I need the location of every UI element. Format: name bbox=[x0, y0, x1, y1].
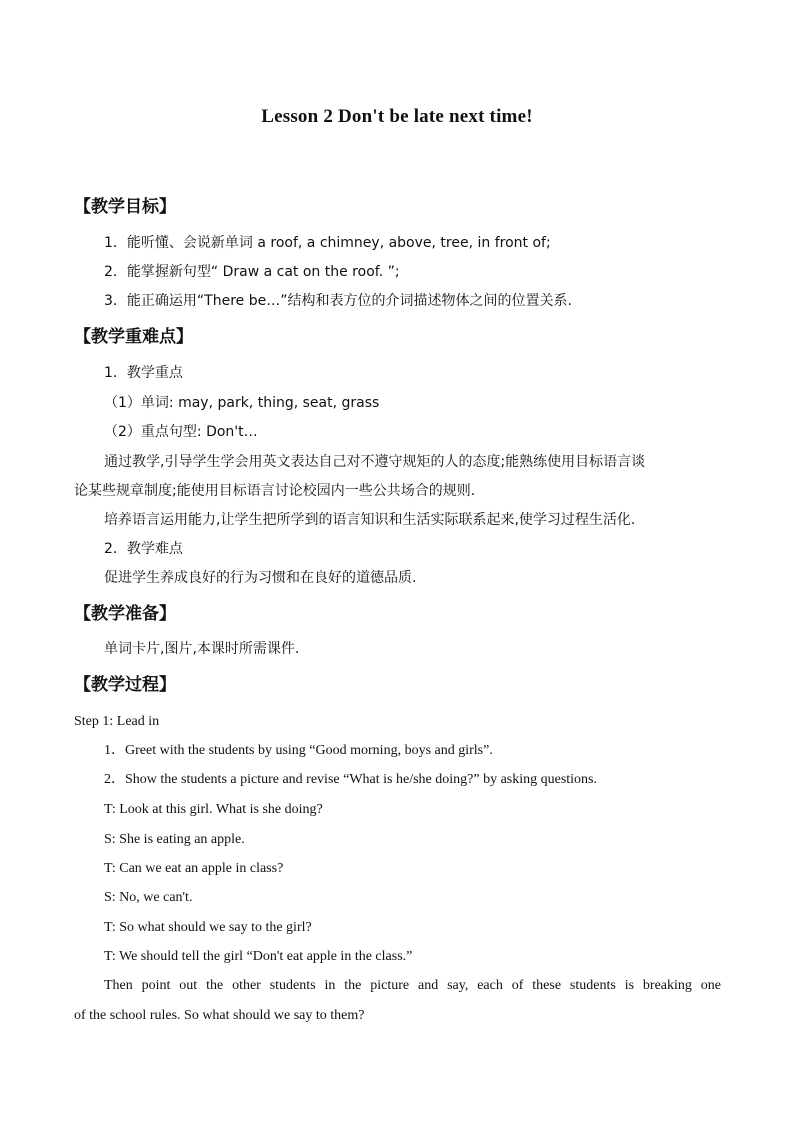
dialogue-line-6: T: We should tell the girl “Don't eat apple in the class.” bbox=[104, 949, 413, 964]
focus-words: （1）单词: may, park, thing, seat, grass bbox=[104, 395, 380, 411]
closing-line-2: of the school rules. So what should we say to them? bbox=[74, 1008, 365, 1023]
objective-item-2: 2．能掌握新句型“ Draw a cat on the roof. ”; bbox=[104, 264, 400, 280]
difficulty-text: 促进学生养成良好的行为习惯和在良好的道德品质. bbox=[104, 570, 417, 586]
focus-paragraph-2: 培养语言运用能力,让学生把所学到的语言知识和生活实际联系起来,使学习过程生活化. bbox=[104, 512, 636, 528]
focus-pattern: （2）重点句型: Don't… bbox=[104, 424, 258, 440]
step-1-title: Step 1: Lead in bbox=[74, 714, 160, 729]
difficulty-title: 2．教学难点 bbox=[104, 541, 183, 557]
objective-item-1: 1．能听懂、会说新单词 a roof, a chimney, above, tree, in front of; bbox=[104, 235, 551, 251]
focus-paragraph-1-line-2: 论某些规章制度;能使用目标语言讨论校园内一些公共场合的规则. bbox=[74, 483, 476, 499]
dialogue-line-3: T: Can we eat an apple in class? bbox=[104, 861, 284, 876]
dialogue-line-4: S: No, we can't. bbox=[104, 890, 193, 905]
dialogue-line-1: T: Look at this girl. What is she doing? bbox=[104, 802, 323, 817]
objectives-heading: 【教学目标】 bbox=[74, 197, 176, 217]
focus-paragraph-1-line-1: 通过教学,引导学生学会用英文表达自己对不遵守规矩的人的态度;能熟练使用目标语言谈 bbox=[104, 454, 646, 470]
process-line-2: 2．Show the students a picture and revise “What is he/she doing?” by asking questions. bbox=[104, 772, 598, 787]
focus-title: 1．教学重点 bbox=[104, 365, 183, 381]
process-heading: 【教学过程】 bbox=[74, 675, 176, 695]
preparation-text: 单词卡片,图片,本课时所需课件. bbox=[104, 641, 300, 657]
key-points-heading: 【教学重难点】 bbox=[74, 327, 193, 347]
process-line-1: 1．Greet with the students by using “Good morning, boys and girls”. bbox=[104, 743, 493, 758]
objective-item-3: 3．能正确运用“There be…”结构和表方位的介词描述物体之间的位置关系. bbox=[104, 293, 572, 309]
dialogue-line-5: T: So what should we say to the girl? bbox=[104, 920, 312, 935]
dialogue-line-2: S: She is eating an apple. bbox=[104, 832, 245, 847]
preparation-heading: 【教学准备】 bbox=[74, 604, 176, 624]
lesson-title: Lesson 2 Don't be late next time! bbox=[261, 106, 533, 127]
closing-line-1: Then point out the other students in the picture and say, each of these students is breaking one bbox=[104, 978, 721, 993]
